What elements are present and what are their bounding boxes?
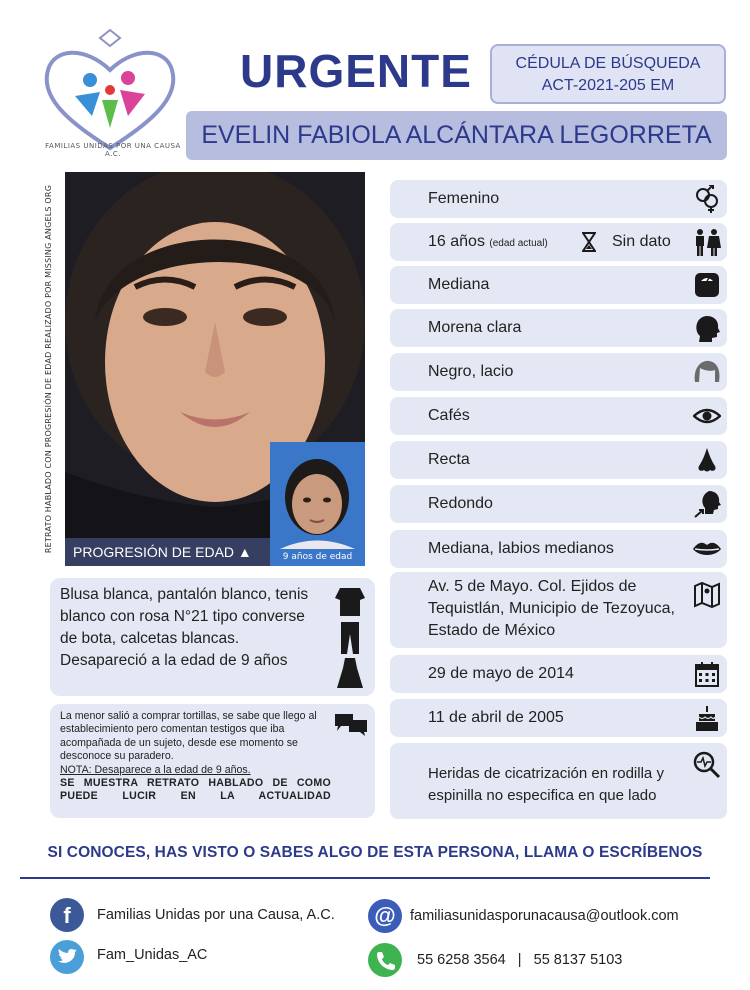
attr-sex (390, 180, 727, 218)
twitter-bird-icon (50, 940, 84, 974)
attr-location (390, 572, 727, 648)
urgent-title: URGENTE (240, 45, 472, 97)
head-profile-icon (693, 314, 721, 342)
email-icon[interactable]: @ (368, 899, 402, 933)
hair-icon (693, 358, 721, 386)
phone-numbers[interactable]: 55 6258 3564 | 55 8137 5103 (417, 952, 623, 968)
attr-date-missing-value: 29 de mayo de 2014 (428, 665, 574, 682)
photo-vertical-caption: RETRATO HABLADO CON PROGRESIÓN DE EDAD REALIZADO POR MISSING ANGELS ORG (44, 184, 53, 554)
organization-logo (30, 28, 190, 158)
attr-age-value: 16 años (428, 233, 485, 250)
triangle-icon: ▲ (237, 544, 252, 560)
eye-icon (693, 402, 721, 430)
birthday-cake-icon (693, 704, 721, 732)
child-photo-caption: 9 años de edad (270, 549, 365, 566)
age-progression-text: PROGRESIÓN DE EDAD (73, 544, 235, 560)
missing-person-name: EVELIN FABIOLA ALCÁNTARA LEGORRETA (186, 111, 727, 160)
story-bold-notice: SE MUESTRA RETRATO HABLADO DE COMO PUEDE LUCIR EN LA ACTUALIDAD (60, 777, 331, 803)
age-progression-label (65, 538, 270, 566)
attr-marks (390, 743, 727, 819)
clothing-description: Blusa blanca, pantalón blanco, tenis blanco con rosa N°21 tipo converse de bota, calcetas blancas. Desapareció a la edad de 9 años (60, 586, 309, 669)
attr-height-value: Sin dato (612, 233, 671, 250)
child-portrait (270, 442, 365, 549)
attr-eyes (390, 397, 727, 435)
gender-icon (693, 185, 721, 213)
attr-marks-value: Heridas de cicatrización en rodilla y espinilla no especifica en que lado (428, 765, 664, 804)
attr-build-value: Mediana (428, 276, 490, 293)
twitter-icon[interactable] (50, 940, 84, 974)
disappearance-story: La menor salió a comprar tortillas, se sabe que llego al establecimiento pero comentan testigos que iba acompañada de un sujeto, desde ese momento se desconoce su paradero. (60, 710, 317, 763)
call-to-action: SI CONOCES, HAS VISTO O SABES ALGO DE ESTA PERSONA, LLAMA O ESCRÍBENOS (47, 844, 703, 861)
clothing-icon (335, 588, 365, 688)
whatsapp-icon[interactable] (368, 943, 402, 977)
attr-sex-value: Femenino (428, 190, 500, 207)
cta-divider (20, 877, 710, 879)
facebook-name[interactable]: Familias Unidas por una Causa, A.C. (97, 907, 335, 923)
attr-birth-date-value: 11 de abril de 2005 (428, 709, 564, 726)
logo-org-text: FAMILIAS UNIDAS POR UNA CAUSA A.C. (45, 142, 181, 158)
attr-hair (390, 353, 727, 391)
attr-location-value: Av. 5 de Mayo. Col. Ejidos de Tequistlán, Municipio de Tezoyuca, Estado de México (428, 578, 675, 639)
search-id-box (490, 44, 726, 104)
clothing-description-panel (50, 578, 375, 696)
attr-mouth (390, 530, 727, 568)
attr-birth-date (390, 699, 727, 737)
scale-icon (693, 271, 721, 299)
calendar-icon (693, 660, 721, 688)
phone-handset-icon (368, 943, 402, 977)
attr-age-height (390, 223, 727, 261)
attr-chin-value: Redondo (428, 495, 493, 512)
lips-icon (693, 535, 721, 563)
twitter-handle[interactable]: Fam_Unidas_AC (97, 947, 208, 963)
attr-nose (390, 441, 727, 479)
attr-age-line (428, 233, 548, 251)
map-icon (693, 580, 721, 608)
attr-age-note: (edad actual) (489, 238, 548, 249)
attr-mouth-value: Mediana, labios medianos (428, 540, 614, 557)
facebook-icon[interactable]: f (50, 898, 84, 932)
disappearance-story-panel (50, 704, 375, 818)
attr-skin-value: Morena clara (428, 319, 522, 336)
email-address[interactable]: familiasunidasporunacausa@outlook.com (410, 908, 679, 924)
nose-icon (693, 446, 721, 474)
magnifier-pulse-icon (693, 751, 721, 779)
search-id-line2: ACT-2021-205 EM (541, 77, 675, 94)
attr-eyes-value: Cafés (428, 407, 470, 424)
chin-profile-icon (693, 490, 721, 518)
attr-hair-value: Negro, lacio (428, 363, 514, 380)
child-photo (270, 442, 365, 566)
attr-date-missing (390, 655, 727, 693)
speech-bubbles-icon (335, 712, 367, 736)
attr-chin (390, 485, 727, 523)
attr-nose-value: Recta (428, 451, 470, 468)
attr-build (390, 266, 727, 304)
story-note: NOTA: Desaparece a la edad de 9 años. (60, 763, 251, 776)
search-id-line1: CÉDULA DE BÚSQUEDA (515, 55, 701, 72)
attr-skin (390, 309, 727, 347)
hourglass-icon (582, 232, 596, 252)
height-people-icon (693, 228, 721, 256)
